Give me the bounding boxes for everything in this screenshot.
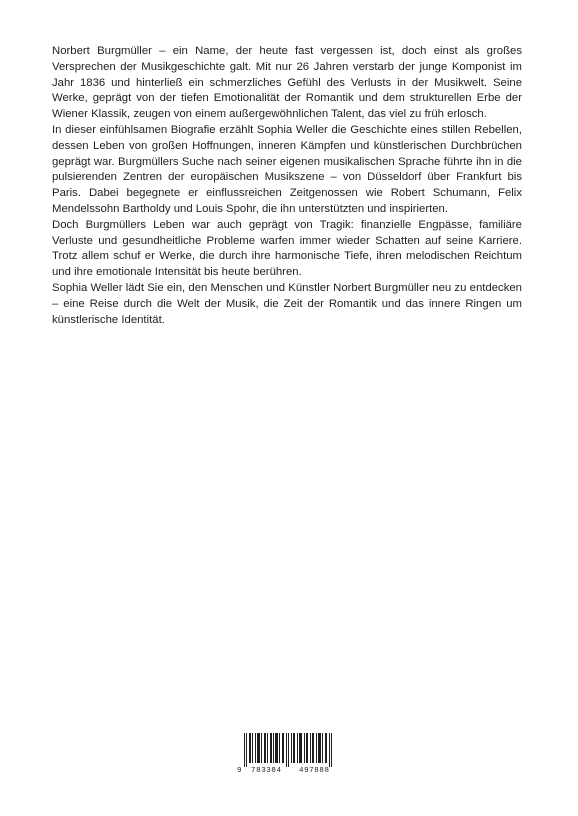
isbn-barcode [237, 733, 341, 775]
back-cover-blurb [52, 44, 522, 328]
barcode-left-digits: 783384 [251, 767, 282, 775]
blurb-paragraph-3: Doch Burgmüllers Leben war auch geprägt von Tragik: finanzielle Engpässe, familiäre Verluste und gesundheitliche Probleme warfen immer wieder Schatten auf seine Karriere. Trotz allem schuf er Werke, die durch ihre harmonische Tiefe, ihren melodischen Reichtum und ihre emotionale Intensität bis heute berühren. [52, 218, 522, 279]
blurb-paragraph-1: Norbert Burgmüller – ein Name, der heute fast vergessen ist, doch einst als großes Versprechen der Musikgeschichte galt. Mit nur 26 Jahren verstarb der junge Komponist im Jahr 1836 und hinterließ ein schmerzliches Gefühl des Verlusts in der Musikwelt. Seine Werke, geprägt von der tiefen Emotionalität der Romantik und dem strukturellen Erbe der Wiener Klassik, zeugen von einem außergewöhnlichen Talent, das viel zu früh erlosch. [52, 45, 522, 121]
barcode-bars-icon [237, 733, 341, 767]
blurb-paragraph-2: In dieser einfühlsamen Biografie erzählt Sophia Weller die Geschichte eines stillen Rebellen, dessen Leben von großen Hoffnungen, inneren Kämpfen und künstlerischen Durchbrüchen geprägt war. Burgmüllers Suche nach seiner eigenen musikalischen Sprache führte ihn in die pulsierenden Zentren der europäischen Musikszene – von Düsseldorf über Frankfurt bis Paris. Dabei begegnete er einflussreichen Zeitgenossen wie Robert Schumann, Felix Mendelssohn Bartholdy und Louis Spohr, die ihn unterstützten und inspirierten. [52, 123, 522, 215]
barcode-right-digits: 497888 [299, 767, 330, 775]
barcode-lead-digit: 9 [237, 767, 243, 775]
blurb-paragraph-4: Sophia Weller lädt Sie ein, den Menschen und Künstler Norbert Burgmüller neu zu entdecken – eine Reise durch die Welt der Musik, die Zeit der Romantik und das innere Ringen um künstlerische Identität. [52, 281, 522, 326]
